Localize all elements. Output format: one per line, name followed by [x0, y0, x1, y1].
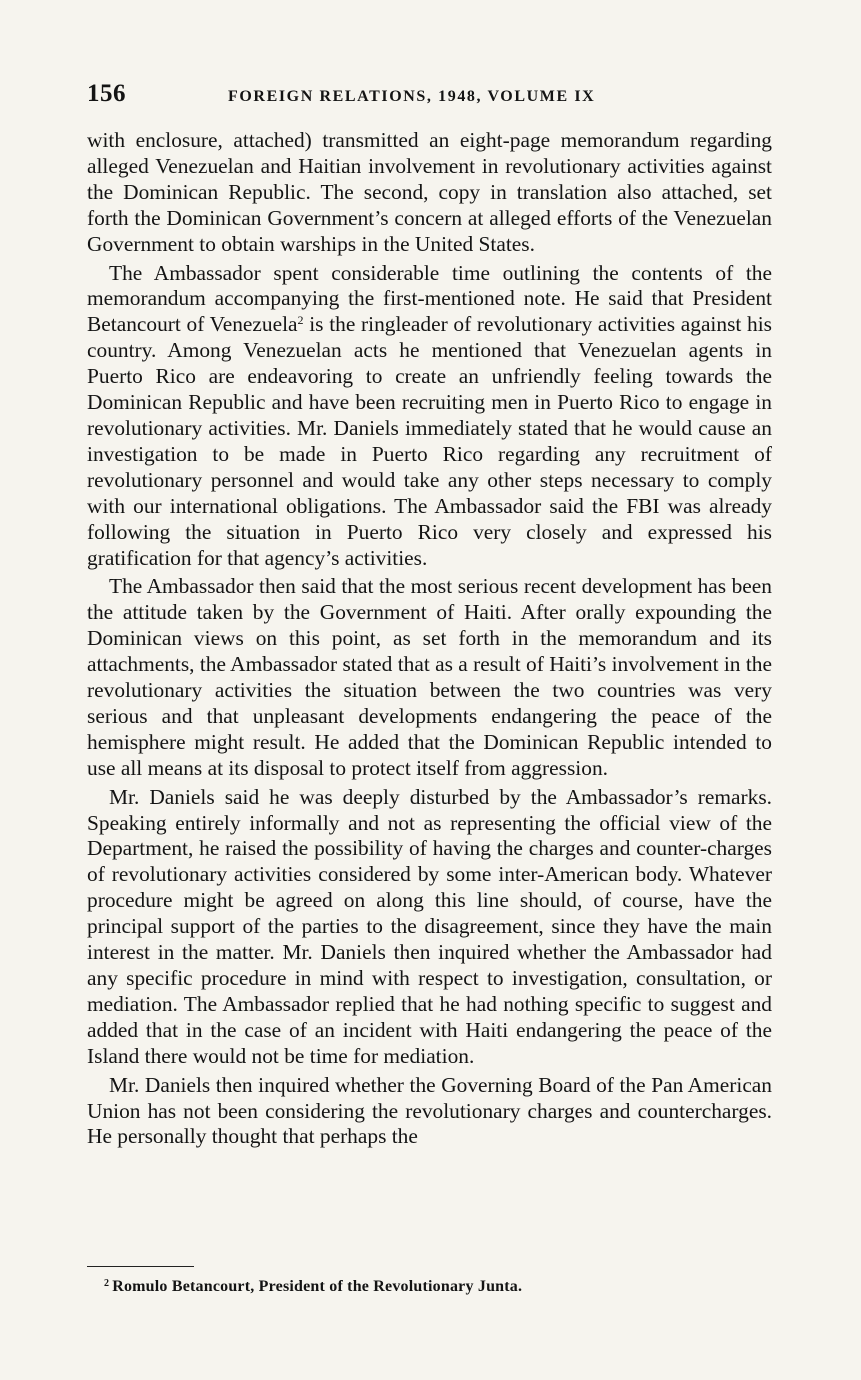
page-number: 156 [87, 80, 126, 107]
footnote-divider [87, 1266, 194, 1267]
footnote-marker: 2 [104, 1278, 110, 1289]
footnote-reference: 2 [297, 313, 304, 328]
paragraph-2 [87, 261, 772, 572]
body-text [87, 128, 772, 1153]
running-head: FOREIGN RELATIONS, 1948, VOLUME IX [228, 88, 596, 105]
paragraph-2-text-a: The Ambassador spent considerable time outlining the contents of the memorandum accompanying the first-mentioned note. He said that President Betancourt of Venezuela [87, 260, 772, 337]
footnote-text: Romulo Betancourt, President of the Revolutionary Junta. [112, 1278, 523, 1295]
paragraph-4: Mr. Daniels said he was deeply disturbed by the Ambassador’s remarks. Speaking entirely informally and not as representing the official view of the Department, he raised the possibility of having the charges and counter-charges of revolutionary activities considered by some inter-American body. Whatever procedure might be agreed on along this line should, of course, have the principal support of the parties to the disagreement, since they have the main interest in the matter. Mr. Daniels then inquired whether the Ambassador had any specific procedure in mind with respect to investigation, consultation, or mediation. The Ambassador replied that he had nothing specific to suggest and added that in the case of an incident with Haiti endangering the peace of the Island there would not be time for mediation. [87, 784, 772, 1068]
paragraph-2-text-b: is the ringleader of revolutionary activities against his country. Among Venezuelan acts he mentioned that Venezuelan agents in Puerto Rico are endeavoring to create an unfriendly feeling towards the Dominican Republic and have been recruiting men in Puerto Rico to engage in revolutionary activities. Mr. Daniels immediately stated that he would cause an investigation to be made in Puerto Rico regarding any recruitment of revolutionary personnel and would take any other steps necessary to comply with our international obligations. The Ambassador said the FBI was already following the situation in Puerto Rico very closely and expressed his gratification for that agency’s activities. [87, 312, 772, 570]
paragraph-3: The Ambassador then said that the most serious recent development has been the attitude taken by the Government of Haiti. After orally expounding the Dominican views on this point, as set forth in the memorandum and its attachments, the Ambassador stated that as a result of Haiti’s involvement in the revolutionary activities the situation between the two countries was very serious and that unpleasant developments endangering the peace of the hemisphere might result. He added that the Dominican Republic intended to use all means at its disposal to protect itself from aggression. [87, 574, 772, 780]
paragraph-5: Mr. Daniels then inquired whether the Governing Board of the Pan American Union has not been considering the revolutionary charges and countercharges. He personally thought that perhaps the [87, 1072, 772, 1149]
page-header [87, 80, 777, 112]
paragraph-1: with enclosure, attached) transmitted an eight-page memorandum regarding alleged Venezuelan and Haitian involvement in revolutionary activities against the Dominican Republic. The second, copy in translation also attached, set forth the Dominican Government’s concern at alleged efforts of the Venezuelan Government to obtain warships in the United States. [87, 128, 772, 256]
footnote [104, 1278, 772, 1296]
